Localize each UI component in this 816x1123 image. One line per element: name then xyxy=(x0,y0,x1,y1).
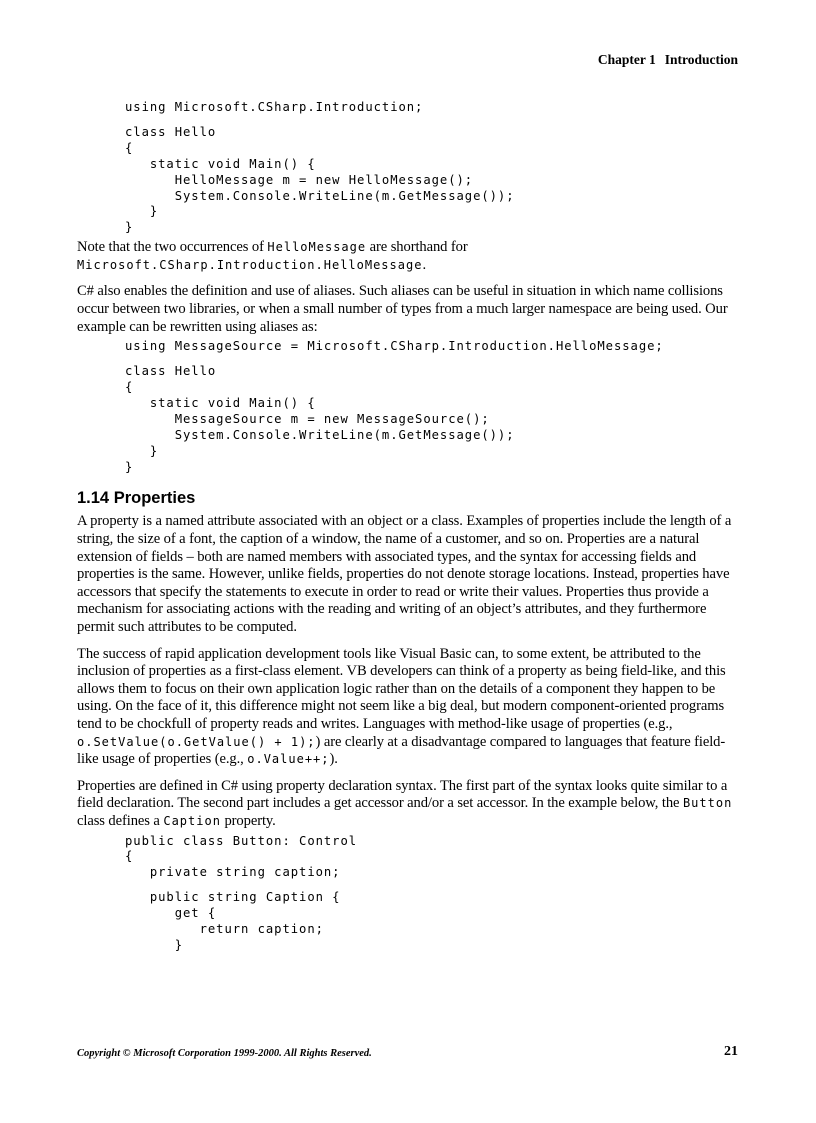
chapter-label: Chapter 1 xyxy=(597,52,656,67)
code-button-class-head: public class Button: Control { private string caption; xyxy=(125,833,358,880)
chapter-title: Introduction xyxy=(664,52,738,67)
paragraph-note xyxy=(77,239,739,274)
code-alias-hello-class: class Hello { static void Main() { MessageSource m = new MessageSource(); System.Console.WriteLine(m.GetMessage()); } } xyxy=(125,364,515,474)
page-number: 21 xyxy=(724,1044,738,1059)
props3-text-2: class defines a xyxy=(77,812,164,829)
page-content xyxy=(77,100,739,954)
section-heading: 1.14 Properties xyxy=(77,489,196,508)
note-text-3: . xyxy=(422,256,426,273)
code-block-using xyxy=(77,100,739,116)
props3-text-1: Properties are defined in C# using property declaration syntax. The first part of the syntax looks quite similar to a field declaration. The second part includes a get accessor and/or a set accessor. In the example below, the xyxy=(77,777,728,812)
inline-code-value-increment: o.Value++; xyxy=(247,752,330,767)
inline-code-caption: Caption xyxy=(163,813,221,828)
running-header xyxy=(598,52,738,68)
paragraph-properties-3 xyxy=(77,778,739,831)
code-block-button-class xyxy=(77,834,739,882)
note-text-1: Note that the two occurrences of xyxy=(77,239,268,256)
props2-text-2: ) are clearly at a disadvantage compared to languages that feature field-like usage of properties (e.g., xyxy=(77,733,726,768)
props2-text-3: ). xyxy=(329,751,338,768)
inline-code-hellomessage: HelloMessage xyxy=(267,240,367,255)
note-text-2: are shorthand for xyxy=(366,239,468,256)
code-using-line: using Microsoft.CSharp.Introduction; xyxy=(125,100,424,114)
code-block-caption-property xyxy=(77,890,739,954)
paragraph-properties-2 xyxy=(77,646,739,769)
inline-code-button: Button xyxy=(682,796,733,811)
inline-code-setvalue: o.SetValue(o.GetValue() + 1); xyxy=(77,734,316,749)
code-block-alias-using xyxy=(77,339,739,355)
code-hello-class: class Hello { static void Main() { HelloMessage m = new HelloMessage(); System.Console.WriteLine(m.GetMessage()); } } xyxy=(125,124,515,235)
code-block-alias-hello xyxy=(77,364,739,475)
paragraph-properties-1: A property is a named attribute associated with an object or a class. Examples of properties include the length of a string, the size of a font, the caption of a window, the name of a customer, and so on. Properties are a natural extension of fields – both are named members with associated types, and the syntax for accessing fields and properties is the same. However, unlike fields, properties do not denote storage locations. Instead, properties have accessors that specify the statements to execute in order to read or write their values. Properties thus provide a mechanism for associating actions with the reading and writing of an object’s attributes, and they furthermore permit such attributes to be computed. xyxy=(77,513,732,636)
props2-text-1: The success of rapid application development tools like Visual Basic can, to some extent, be attributed to the inclusion of properties as a first-class element. VB developers can think of a property as being field-like, and this allows them to focus on their own application logic rather than on the details of a component they happen to be using. On the face of it, this difference might not seem like a big deal, but modern component-oriented programs tend to be chockfull of property reads and writes. Languages with method-like usage of properties (e.g., xyxy=(77,645,726,732)
code-block-hello xyxy=(77,125,739,236)
paragraph-aliases: C# also enables the definition and use of aliases. Such aliases can be useful in situation in which name collisions occur between two libraries, or when a small number of types from a much larger namespace are being used. Our example can be rewritten using aliases as: xyxy=(77,283,728,335)
footer-copyright: Copyright © Microsoft Corporation 1999-2000. All Rights Reserved. xyxy=(77,1048,372,1059)
inline-code-full-name: Microsoft.CSharp.Introduction.HelloMessage xyxy=(77,257,423,272)
code-alias-using-line: using MessageSource = Microsoft.CSharp.Introduction.HelloMessage; xyxy=(125,339,664,354)
code-caption-property: public string Caption { get { return caption; } xyxy=(149,890,341,952)
props3-text-3: property. xyxy=(220,812,276,829)
